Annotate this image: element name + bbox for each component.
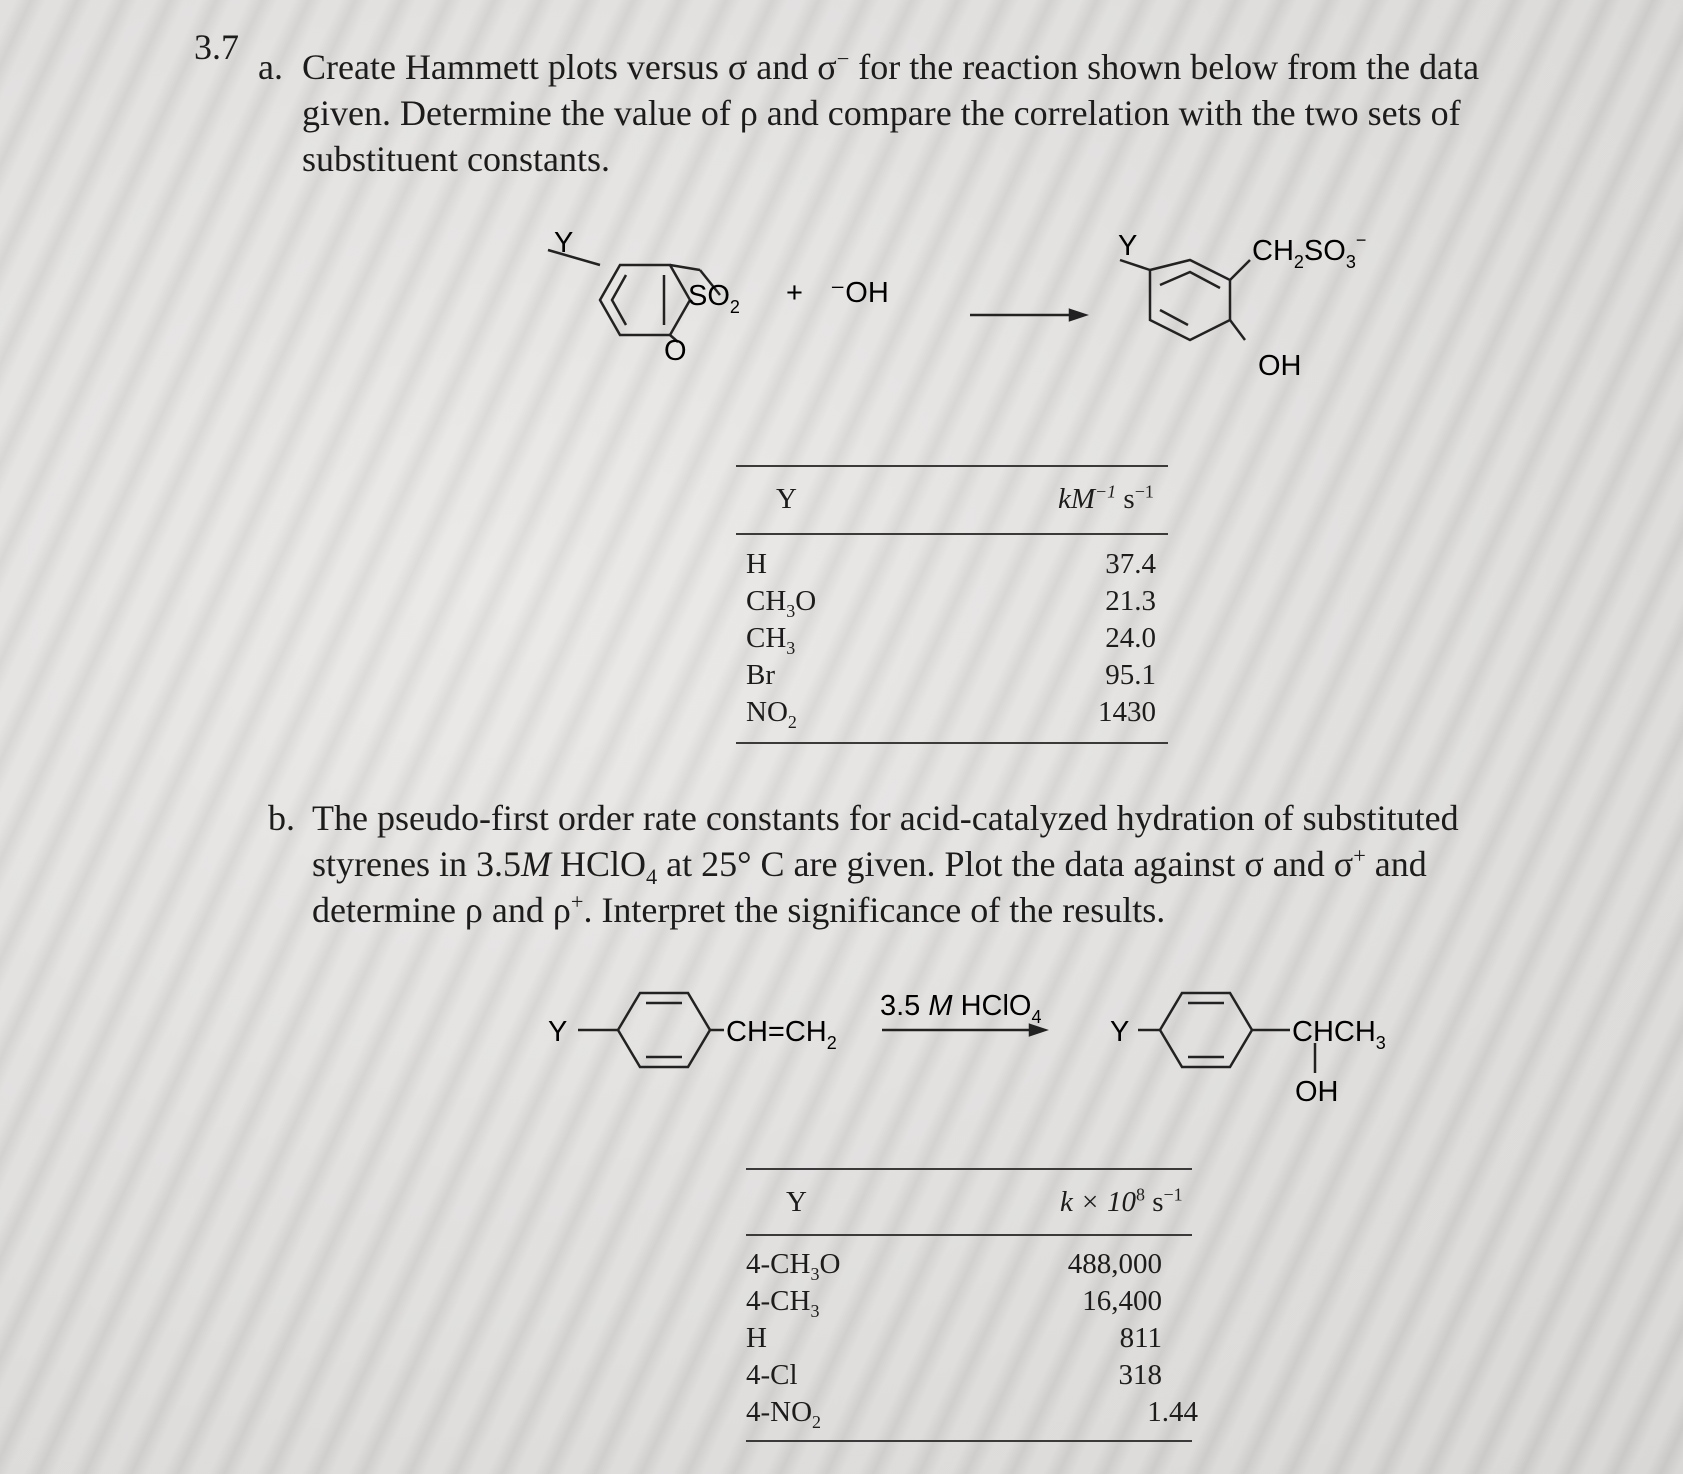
table-row-substituent: H (746, 1322, 767, 1354)
table-b-top-rule (746, 1168, 1192, 1170)
part-b-reaction-scheme (540, 975, 1420, 1125)
table-row-rate-constant: 1430 (1098, 696, 1156, 728)
part-a-text-2: for the reaction shown below from the data given. Determine the value of ρ and compare the correlation with the two sets of substituent constants. (302, 47, 1480, 179)
table-row-substituent: $CH_3O$ (746, 585, 817, 621)
sigma-minus-sup: − (836, 46, 850, 71)
part-a-text-1: Create Hammett plots versus σ and σ (302, 47, 837, 87)
table-row-substituent: $4-CH_3O$ (746, 1248, 841, 1284)
table-a-top-rule (736, 465, 1168, 467)
table-row-substituent: Br (746, 659, 775, 691)
y-substituent-left: Y (554, 227, 574, 259)
styrene-y-label: Y (548, 1016, 568, 1048)
table-b-header-k: $k \times 10^8$ $s^{-1}$ (1060, 1184, 1183, 1218)
table-row-rate-constant: 37.4 (1105, 548, 1156, 580)
plus-sign: + (786, 277, 803, 309)
table-row-substituent: 4-Cl (746, 1359, 798, 1391)
table-row-substituent: $CH_3$ (746, 622, 796, 658)
table-row-substituent: $4-CH_3$ (746, 1285, 820, 1321)
table-row-rate-constant: 488,000 (1067, 1248, 1162, 1280)
table-row-rate-constant: 318 (1118, 1359, 1162, 1391)
part-b-label: b. (268, 798, 295, 838)
product-oh-label: OH (1258, 350, 1302, 382)
part-a-paragraph (302, 44, 1508, 182)
part-b-paragraph: The pseudo-first order rate constants for acid-catalyzed hydration of substituted styrenes in 3.5M HClO$_4$ at 25° C are given. Plot the data against σ and σ+ and determine ρ and ρ+. Interpret the significance of the results. (312, 798, 1459, 930)
so2-label: $SO_2$ (688, 280, 740, 317)
reagent-label: 3.5 M HClO$_4$ (880, 990, 1042, 1027)
hydroxide-label: ⁻OH (830, 277, 889, 309)
table-row-substituent: $NO_2$ (746, 696, 797, 732)
product-y-label: Y (1110, 1016, 1130, 1048)
table-a-header-y: Y (776, 483, 797, 515)
ring-oxygen-label: O (664, 335, 687, 367)
y-substituent-right: Y (1118, 230, 1138, 262)
problem-number: 3.7 (194, 27, 239, 67)
chch3-label: $CHCH_3$ (1292, 1016, 1386, 1053)
table-row-substituent: H (746, 548, 767, 580)
part-a-text-block (258, 44, 1508, 182)
table-row-rate-constant: 95.1 (1105, 659, 1156, 691)
table-a-header-k: $kM^{-1}$ $s^{-1}$ (1058, 481, 1154, 515)
table-row-rate-constant: 1.44 (1147, 1396, 1198, 1428)
table-row-rate-constant: 811 (1119, 1322, 1162, 1354)
table-a-bottom-rule (736, 742, 1168, 744)
table-b-header-y: Y (786, 1186, 807, 1218)
product-ch2so3-label: $CH_2SO_3^-$ (1252, 230, 1367, 272)
table-row-rate-constant: 24.0 (1105, 622, 1156, 654)
part-a-reaction-scheme (540, 227, 1367, 420)
vinyl-label: $CH=CH_2$ (726, 1016, 837, 1053)
part-a-label: a. (258, 47, 283, 87)
table-b-bottom-rule (746, 1440, 1192, 1442)
table-row-substituent: $4-NO_2$ (746, 1396, 822, 1432)
table-b-header-rule (746, 1234, 1192, 1236)
table-row-rate-constant: 21.3 (1105, 585, 1156, 617)
table-row-rate-constant: 16,400 (1082, 1285, 1162, 1317)
table-a-header-rule (736, 533, 1168, 535)
product-b-oh-label: OH (1295, 1076, 1339, 1108)
part-b-text-block (268, 795, 1508, 933)
benzene-ring-reactant (548, 250, 1250, 342)
